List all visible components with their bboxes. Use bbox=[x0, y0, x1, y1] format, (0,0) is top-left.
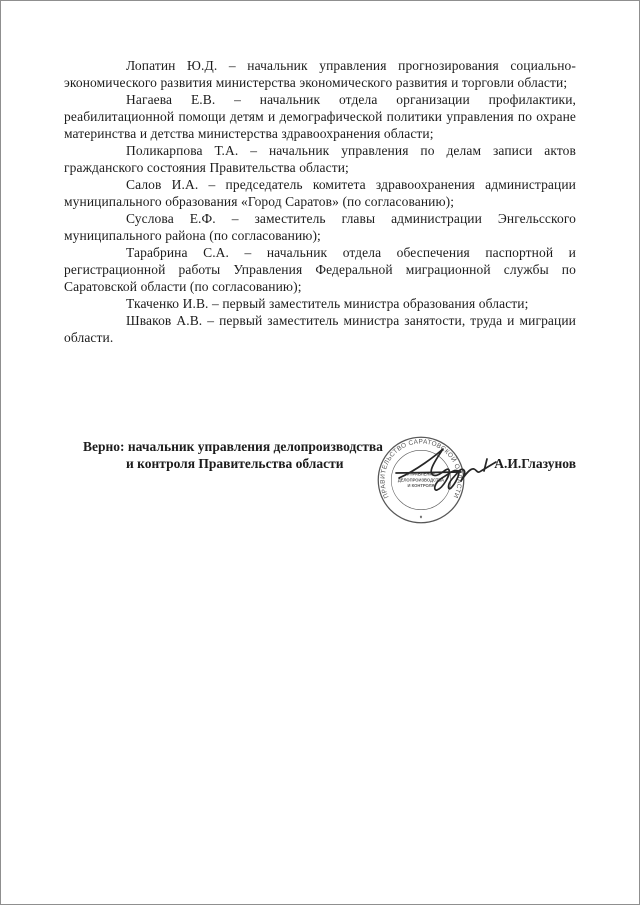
paragraph: Суслова Е.Ф. – заместитель главы администрации Энгельсского муниципального района (по согласованию); bbox=[64, 211, 576, 243]
paragraph: Шваков А.В. – первый заместитель министра занятости, труда и миграции области. bbox=[64, 313, 576, 345]
stamp-center-line-3: И КОНТРОЛЯ bbox=[407, 483, 435, 489]
certification-line-2: и контроля Правительства области bbox=[126, 456, 344, 471]
stamp-center-line-2: ДЕЛОПРОИЗВОДСТВА bbox=[397, 477, 445, 483]
certification-text bbox=[64, 438, 383, 472]
handwritten-signature-icon bbox=[393, 442, 505, 498]
signer-name: А.И.Глазунов bbox=[494, 456, 576, 471]
document-body bbox=[64, 57, 576, 472]
stamp-center-line-1: УПРАВЛЕНИЕ bbox=[406, 471, 436, 477]
paragraph: Поликарпова Т.А. – начальник управления по делам записи актов гражданского состояния Правительства области; bbox=[64, 143, 576, 175]
paragraph: Салов И.А. – председатель комитета здравоохранения администрации муниципального образования «Город Саратов» (по согласованию); bbox=[64, 177, 576, 209]
stamp-ring-text: ПРАВИТЕЛЬСТВО САРАТОВСКОЙ ОБЛАСТИ bbox=[379, 438, 463, 500]
certification-line-1: Верно: начальник управления делопроизводства bbox=[83, 439, 383, 454]
paragraph: Ткаченко И.В. – первый заместитель министра образования области; bbox=[126, 296, 529, 311]
paragraph: Нагаева Е.В. – начальник отдела организации профилактики, реабилитационной помощи детям и демографической политики управления по охране материнства и детства министерства здравоохранения области; bbox=[64, 92, 576, 141]
paragraph: Лопатин Ю.Д. – начальник управления прогнозирования социально-экономического развития министерства экономического развития и торговли области; bbox=[64, 58, 576, 90]
stamp-bottom-mark: ♦ bbox=[419, 514, 423, 521]
paragraph: Тарабрина С.А. – начальник отдела обеспечения паспортной и регистрационной работы Управления Федеральной миграционной службы по Саратовской области (по согласованию); bbox=[64, 245, 576, 294]
